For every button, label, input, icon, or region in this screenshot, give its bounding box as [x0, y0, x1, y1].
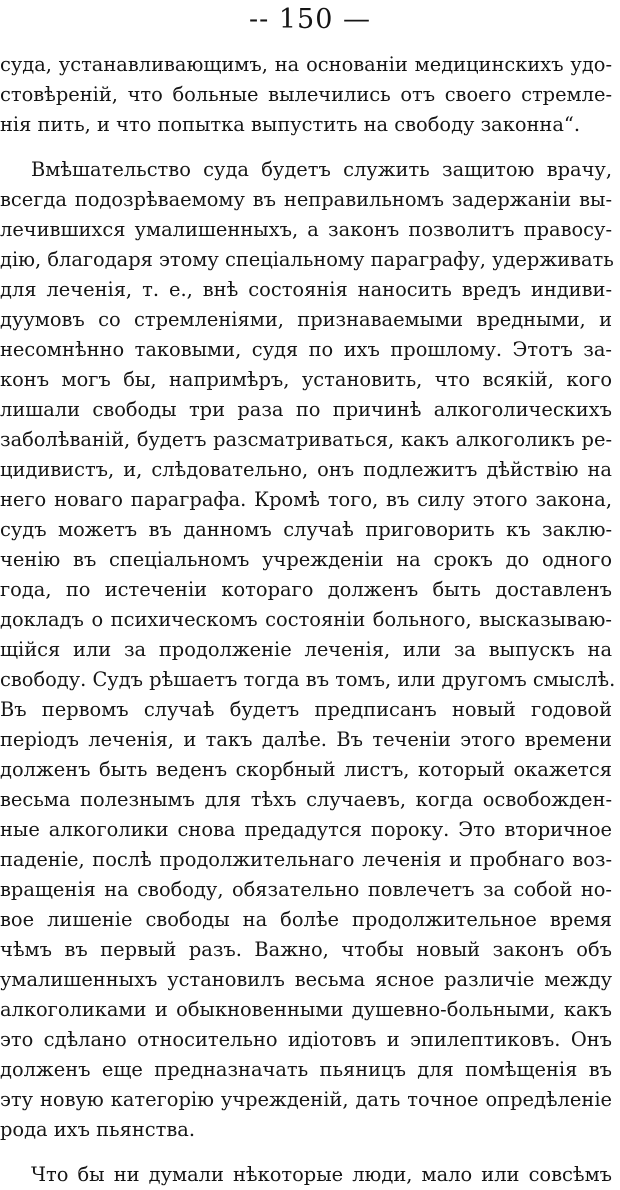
text-line: лечившихся умалишенныхъ, а законъ позволитъ правосу-: [0, 218, 612, 241]
text-line: дуумовъ со стремленіями, признаваемыми вредными, и: [0, 308, 612, 331]
text-line: лишали свободы три раза по причинѣ алкоголическихъ: [0, 398, 612, 421]
text-line: конъ могъ бы, напримѣръ, установить, что всякій, кого: [0, 368, 612, 391]
text-line: это сдѣлано относительно идіотовъ и эпилептиковъ. Онъ: [0, 1028, 612, 1051]
text-line: Въ первомъ случаѣ будетъ предписанъ новый годовой: [0, 698, 612, 721]
text-line: алкоголиками и обыкновенными душевно-больными, какъ: [0, 998, 612, 1021]
text-line: чѣмъ въ первый разъ. Важно, чтобы новый законъ объ: [0, 938, 612, 961]
text-line: докладъ о психическомъ состояніи больного, высказываю-: [0, 608, 612, 631]
text-line: стовѣреній, что больные вылечились отъ своего стремле-: [0, 83, 612, 106]
text-line: всегда подозрѣваемому въ неправильномъ задержаніи вы-: [0, 188, 612, 211]
text-line: эту новую категорію учрежденій, дать точное опредѣленіе: [0, 1088, 612, 1111]
text-line: періодъ леченія, и такъ далѣе. Въ теченіи этого времени: [0, 728, 612, 751]
text-line: Вмѣшательство суда будетъ служить защитою врачу,: [31, 158, 612, 181]
text-line: свободу. Судъ рѣшаетъ тогда въ томъ, или другомъ смыслѣ.: [0, 668, 616, 691]
text-line: нія пить, и что попытка выпустить на свободу законна“.: [0, 113, 580, 136]
text-line: паденіе, послѣ продолжительнаго леченія и пробнаго воз-: [0, 848, 612, 871]
text-line: щійся или за продолженіе леченія, или за выпускъ на: [0, 638, 612, 661]
text-line: вое лишеніе свободы на болѣе продолжительное время: [0, 908, 612, 931]
text-line: для леченія, т. е., внѣ состоянія наносить вредъ индиви-: [0, 278, 612, 301]
text-line: несомнѣнно таковыми, судя по ихъ прошлому. Этотъ за-: [0, 338, 612, 361]
text-line: него новаго параграфа. Кромѣ того, въ силу этого закона,: [0, 488, 612, 511]
text-line: весьма полезнымъ для тѣхъ случаевъ, когда освобожден-: [0, 788, 612, 811]
text-line: долженъ еще предназначать пьяницъ для помѣщенія въ: [0, 1058, 612, 1081]
text-line: суда, устанавливающимъ, на основаніи медицинскихъ удо-: [0, 53, 612, 76]
text-line: дію, благодаря этому спеціальному параграфу, удерживать: [0, 248, 614, 271]
text-line: судъ можетъ въ данномъ случаѣ приговорить къ заклю-: [0, 518, 612, 541]
text-line: вращенія на свободу, обязательно повлечетъ за собой но-: [0, 878, 612, 901]
text-line: умалишенныхъ установилъ весьма ясное различіе между: [0, 968, 612, 991]
page-number: -- 150 —: [249, 4, 371, 35]
text-line: долженъ быть веденъ скорбный листъ, который окажется: [0, 758, 612, 781]
text-line: заболѣваній, будетъ разсматриваться, какъ алкоголикъ ре-: [0, 428, 612, 451]
text-line: года, по истеченіи котораго долженъ быть доставленъ: [0, 578, 612, 601]
text-line: рода ихъ пьянства.: [0, 1118, 195, 1141]
text-line: ченію въ спеціальномъ учрежденіи на срокъ до одного: [0, 548, 612, 571]
text-line: Что бы ни думали нѣкоторые люди, мало или совсѣмъ: [31, 1163, 612, 1186]
text-line: ные алкоголики снова предадутся пороку. Это вторичное: [0, 818, 612, 841]
text-line: цидивистъ, и, слѣдовательно, онъ подлежитъ дѣйствію на: [0, 458, 612, 481]
